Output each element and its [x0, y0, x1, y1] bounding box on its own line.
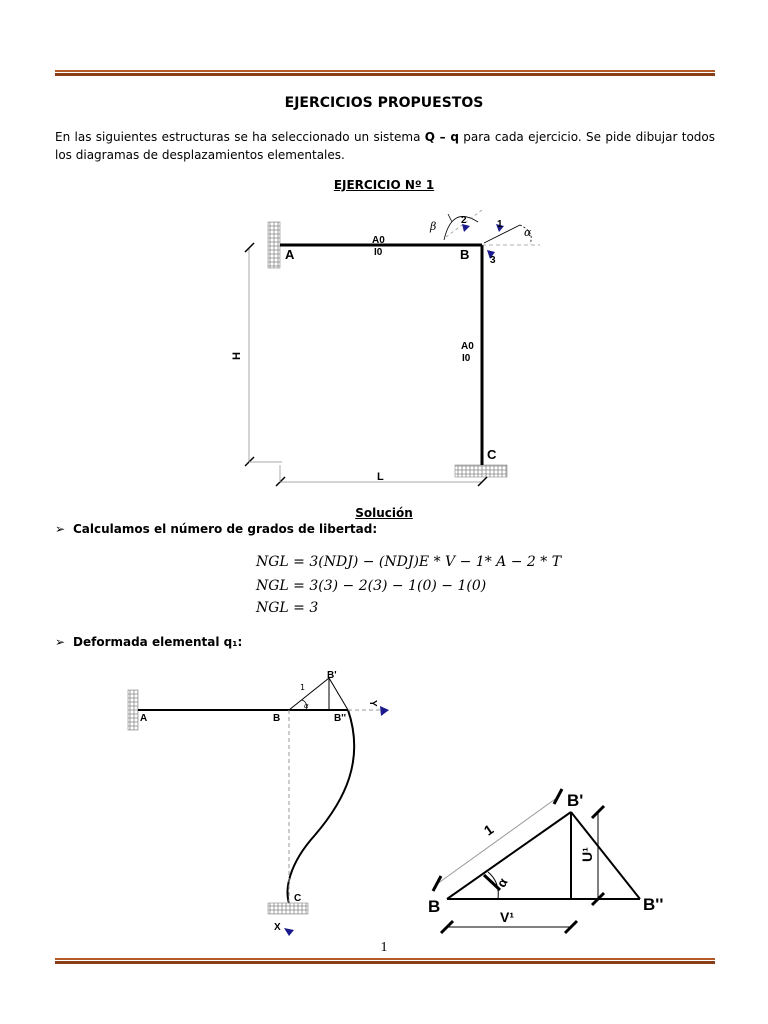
label-col-inertia: I0: [462, 353, 471, 364]
tick-dim-one-a: [433, 876, 441, 891]
step-2-text: Deformada elemental q₁:: [73, 635, 243, 649]
tick-dim-one-b: [554, 789, 562, 804]
triangle-hypotenuse: [447, 812, 571, 899]
triangle-label-b1: B': [567, 791, 584, 810]
label-coord-1: 1: [497, 219, 503, 230]
deformed-label-b2: B'': [334, 713, 346, 724]
bottom-rule: [55, 958, 715, 964]
exercise-title: EJERCICIO Nº 1: [333, 178, 435, 192]
triangle-label-v1: V¹: [500, 909, 514, 925]
page-title: EJERCICIOS PROPUESTOS: [284, 95, 484, 111]
deformed-label-alpha: α: [304, 702, 309, 710]
triangle-label-b: B: [428, 897, 441, 916]
triangle-label-b2: B'': [643, 895, 664, 914]
step-1-text: Calculamos el número de grados de libertad:: [73, 522, 378, 536]
solution-title: Solución: [355, 506, 413, 520]
label-angle-beta: β: [430, 220, 437, 233]
intro-text-1: En las siguientes estructuras se ha seleccionado un sistema: [55, 130, 425, 144]
triangle-label-one: 1: [480, 821, 497, 839]
label-beam-inertia: I0: [374, 247, 383, 258]
label-dim-l: L: [377, 471, 384, 483]
label-node-a: A: [285, 247, 295, 262]
deformed-label-c: C: [294, 893, 302, 904]
bullet-arrow-icon: ➢: [55, 522, 66, 536]
label-coord-3: 3: [490, 255, 496, 266]
label-coord-2: 2: [461, 215, 467, 226]
label-node-b: B: [460, 247, 470, 262]
label-dim-h: H: [231, 352, 243, 360]
intro-system: Q – q: [424, 130, 459, 144]
triangle-label-alpha: α: [493, 875, 511, 890]
bullet-arrow-icon: ➢: [55, 635, 66, 649]
label-node-c: C: [487, 447, 497, 462]
deformed-label-y: Y: [367, 700, 378, 707]
equation-2: NGL = 3(3) − 2(3) − 1(0) − 1(0): [256, 578, 487, 594]
deformed-label-x: X: [274, 922, 281, 933]
label-angle-alpha: α: [524, 226, 532, 239]
deformed-label-b1: B': [327, 670, 337, 681]
triangle-label-u1: U¹: [579, 847, 595, 862]
equation-1: NGL = 3(NDJ) − (NDJ)E * V − 1* A − 2 * T: [256, 554, 562, 570]
deformed-label-one: 1: [300, 683, 306, 692]
label-beam-area: A0: [372, 235, 385, 246]
deformed-label-b: B: [273, 713, 281, 724]
triangle-dim-one: [437, 797, 558, 884]
label-col-area: A0: [461, 341, 474, 352]
deformed-label-a: A: [140, 713, 148, 724]
page-number: 1: [380, 940, 388, 955]
equation-3: NGL = 3: [256, 600, 319, 616]
intro-text-2: para cada ejercicio. Se pide dibujar todos los diagramas de desplazamientos elementales.: [55, 130, 715, 162]
